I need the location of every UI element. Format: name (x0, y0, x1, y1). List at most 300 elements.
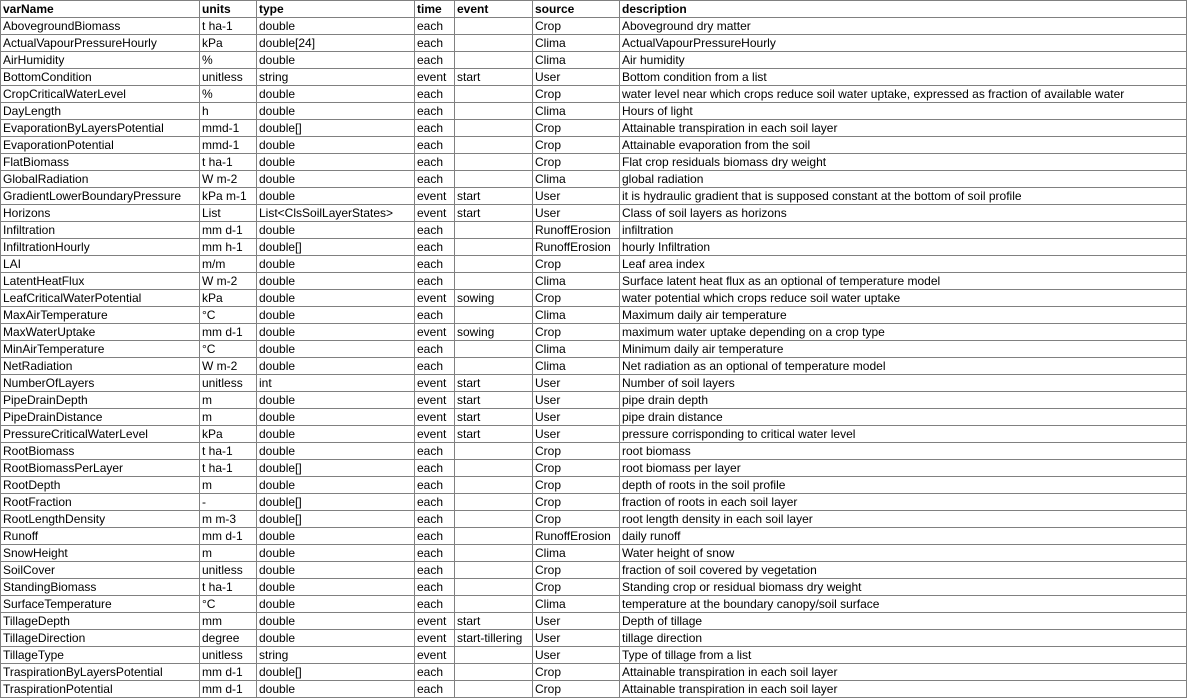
cell-varname: BottomCondition (1, 69, 200, 86)
cell-varname: RootFraction (1, 494, 200, 511)
cell-varname: MaxAirTemperature (1, 307, 200, 324)
cell-time: each (415, 103, 455, 120)
cell-type: double[] (257, 511, 415, 528)
cell-units: mmd-1 (200, 120, 257, 137)
cell-varname: MinAirTemperature (1, 341, 200, 358)
cell-varname: LAI (1, 256, 200, 273)
cell-event (455, 103, 533, 120)
cell-type: double (257, 562, 415, 579)
cell-varname: Runoff (1, 528, 200, 545)
cell-description: Aboveground dry matter (620, 18, 1187, 35)
cell-event: sowing (455, 290, 533, 307)
cell-event: start (455, 392, 533, 409)
cell-time: each (415, 171, 455, 188)
cell-type: double (257, 137, 415, 154)
table-row (1, 171, 1187, 188)
cell-type: double (257, 86, 415, 103)
cell-type: double (257, 392, 415, 409)
cell-time: each (415, 222, 455, 239)
cell-varname: GlobalRadiation (1, 171, 200, 188)
cell-event (455, 562, 533, 579)
cell-time: each (415, 154, 455, 171)
cell-varname: EvaporationByLayersPotential (1, 120, 200, 137)
cell-type: int (257, 375, 415, 392)
cell-source: Crop (533, 137, 620, 154)
cell-type: double (257, 477, 415, 494)
table-row (1, 52, 1187, 69)
cell-source: Crop (533, 154, 620, 171)
cell-varname: DayLength (1, 103, 200, 120)
cell-units: t ha-1 (200, 460, 257, 477)
cell-event (455, 120, 533, 137)
cell-units: mm d-1 (200, 528, 257, 545)
cell-varname: TraspirationPotential (1, 681, 200, 698)
cell-description: tillage direction (620, 630, 1187, 647)
table-row (1, 86, 1187, 103)
cell-type: double (257, 528, 415, 545)
table-row (1, 511, 1187, 528)
cell-event: start (455, 205, 533, 222)
cell-units: W m-2 (200, 273, 257, 290)
table-row (1, 256, 1187, 273)
table-row (1, 120, 1187, 137)
table-row (1, 358, 1187, 375)
cell-event: sowing (455, 324, 533, 341)
cell-event (455, 256, 533, 273)
table-row (1, 392, 1187, 409)
table-row (1, 103, 1187, 120)
cell-type: double (257, 443, 415, 460)
cell-type: double (257, 545, 415, 562)
cell-type: double (257, 596, 415, 613)
cell-description: Class of soil layers as horizons (620, 205, 1187, 222)
cell-source: Crop (533, 324, 620, 341)
cell-time: each (415, 511, 455, 528)
cell-description: maximum water uptake depending on a crop type (620, 324, 1187, 341)
cell-units: °C (200, 341, 257, 358)
cell-source: Crop (533, 256, 620, 273)
cell-time: event (415, 647, 455, 664)
cell-varname: SurfaceTemperature (1, 596, 200, 613)
cell-type: double (257, 426, 415, 443)
table-row (1, 647, 1187, 664)
cell-units: - (200, 494, 257, 511)
table-row (1, 545, 1187, 562)
cell-source: User (533, 392, 620, 409)
header-varname: varName (1, 1, 200, 18)
cell-source: User (533, 409, 620, 426)
cell-type: double (257, 52, 415, 69)
cell-time: event (415, 392, 455, 409)
cell-type: double (257, 307, 415, 324)
cell-event (455, 579, 533, 596)
cell-type: double[] (257, 120, 415, 137)
cell-units: m (200, 477, 257, 494)
cell-time: event (415, 205, 455, 222)
cell-description: ActualVapourPressureHourly (620, 35, 1187, 52)
cell-source: Clima (533, 341, 620, 358)
cell-time: event (415, 630, 455, 647)
table-row (1, 239, 1187, 256)
table-row (1, 681, 1187, 698)
cell-units: mm d-1 (200, 324, 257, 341)
cell-units: W m-2 (200, 358, 257, 375)
cell-source: Clima (533, 52, 620, 69)
cell-units: mm h-1 (200, 239, 257, 256)
cell-description: Leaf area index (620, 256, 1187, 273)
cell-description: pipe drain distance (620, 409, 1187, 426)
cell-varname: SnowHeight (1, 545, 200, 562)
cell-varname: PipeDrainDepth (1, 392, 200, 409)
cell-time: each (415, 664, 455, 681)
cell-varname: Infiltration (1, 222, 200, 239)
cell-event (455, 307, 533, 324)
cell-time: each (415, 358, 455, 375)
cell-event: start (455, 613, 533, 630)
cell-time: each (415, 86, 455, 103)
table-row (1, 630, 1187, 647)
cell-description: Attainable transpiration in each soil layer (620, 120, 1187, 137)
cell-description: hourly Infiltration (620, 239, 1187, 256)
cell-time: each (415, 52, 455, 69)
cell-description: Attainable transpiration in each soil layer (620, 664, 1187, 681)
cell-time: each (415, 137, 455, 154)
cell-time: event (415, 375, 455, 392)
cell-varname: RootBiomassPerLayer (1, 460, 200, 477)
cell-varname: AbovegroundBiomass (1, 18, 200, 35)
cell-source: Clima (533, 307, 620, 324)
cell-event (455, 477, 533, 494)
cell-event (455, 341, 533, 358)
table-row (1, 35, 1187, 52)
table-row (1, 69, 1187, 86)
cell-varname: NumberOfLayers (1, 375, 200, 392)
table-row (1, 273, 1187, 290)
cell-units: unitless (200, 69, 257, 86)
cell-units: unitless (200, 647, 257, 664)
header-units: units (200, 1, 257, 18)
table-row (1, 409, 1187, 426)
cell-event (455, 18, 533, 35)
cell-event (455, 596, 533, 613)
cell-type: double (257, 273, 415, 290)
table-row (1, 341, 1187, 358)
cell-type: double[] (257, 494, 415, 511)
cell-source: Crop (533, 562, 620, 579)
cell-type: double[] (257, 664, 415, 681)
cell-event: start (455, 375, 533, 392)
cell-event (455, 239, 533, 256)
cell-description: Number of soil layers (620, 375, 1187, 392)
cell-source: User (533, 630, 620, 647)
cell-description: Standing crop or residual biomass dry weight (620, 579, 1187, 596)
cell-event (455, 137, 533, 154)
cell-time: each (415, 562, 455, 579)
cell-time: each (415, 477, 455, 494)
cell-varname: TillageDirection (1, 630, 200, 647)
cell-varname: CropCriticalWaterLevel (1, 86, 200, 103)
table-body (1, 18, 1187, 698)
cell-description: Water height of snow (620, 545, 1187, 562)
cell-source: User (533, 205, 620, 222)
cell-varname: TillageDepth (1, 613, 200, 630)
cell-time: each (415, 307, 455, 324)
cell-event (455, 154, 533, 171)
cell-time: each (415, 494, 455, 511)
cell-source: Crop (533, 443, 620, 460)
cell-event (455, 273, 533, 290)
cell-event: start (455, 409, 533, 426)
cell-units: m (200, 545, 257, 562)
cell-units: m (200, 392, 257, 409)
cell-type: double (257, 358, 415, 375)
cell-event (455, 86, 533, 103)
cell-units: % (200, 86, 257, 103)
cell-description: water potential which crops reduce soil water uptake (620, 290, 1187, 307)
cell-description: pressure corrisponding to critical water level (620, 426, 1187, 443)
cell-time: each (415, 18, 455, 35)
cell-varname: NetRadiation (1, 358, 200, 375)
table-row (1, 528, 1187, 545)
cell-units: m m-3 (200, 511, 257, 528)
cell-units: t ha-1 (200, 18, 257, 35)
cell-type: double (257, 681, 415, 698)
cell-event (455, 35, 533, 52)
cell-type: List<ClsSoilLayerStates> (257, 205, 415, 222)
cell-type: double (257, 409, 415, 426)
cell-event (455, 664, 533, 681)
cell-description: daily runoff (620, 528, 1187, 545)
cell-units: mmd-1 (200, 137, 257, 154)
table-row (1, 613, 1187, 630)
cell-varname: RootDepth (1, 477, 200, 494)
table-row (1, 443, 1187, 460)
cell-time: each (415, 579, 455, 596)
cell-varname: SoilCover (1, 562, 200, 579)
cell-description: root length density in each soil layer (620, 511, 1187, 528)
header-time: time (415, 1, 455, 18)
cell-varname: FlatBiomass (1, 154, 200, 171)
cell-event (455, 647, 533, 664)
cell-time: event (415, 613, 455, 630)
cell-units: °C (200, 596, 257, 613)
cell-units: kPa (200, 290, 257, 307)
cell-type: double (257, 341, 415, 358)
cell-event (455, 528, 533, 545)
cell-source: Clima (533, 171, 620, 188)
cell-source: Crop (533, 494, 620, 511)
cell-type: double (257, 256, 415, 273)
cell-description: depth of roots in the soil profile (620, 477, 1187, 494)
cell-source: Clima (533, 545, 620, 562)
cell-time: event (415, 409, 455, 426)
table-row (1, 460, 1187, 477)
cell-event: start (455, 188, 533, 205)
cell-units: mm d-1 (200, 222, 257, 239)
cell-event (455, 511, 533, 528)
cell-varname: TraspirationByLayersPotential (1, 664, 200, 681)
header-type: type (257, 1, 415, 18)
cell-varname: AirHumidity (1, 52, 200, 69)
cell-source: User (533, 426, 620, 443)
cell-time: event (415, 290, 455, 307)
cell-description: water level near which crops reduce soil water uptake, expressed as fraction of available water (620, 86, 1187, 103)
cell-units: mm d-1 (200, 681, 257, 698)
cell-source: Crop (533, 511, 620, 528)
cell-type: double (257, 579, 415, 596)
table-row (1, 477, 1187, 494)
cell-event (455, 358, 533, 375)
table-row (1, 222, 1187, 239)
cell-description: Flat crop residuals biomass dry weight (620, 154, 1187, 171)
cell-type: double (257, 613, 415, 630)
cell-units: h (200, 103, 257, 120)
cell-units: degree (200, 630, 257, 647)
cell-varname: TillageType (1, 647, 200, 664)
cell-source: Clima (533, 358, 620, 375)
cell-units: t ha-1 (200, 443, 257, 460)
cell-event (455, 52, 533, 69)
cell-event: start-tillering (455, 630, 533, 647)
cell-time: each (415, 341, 455, 358)
cell-varname: GradientLowerBoundaryPressure (1, 188, 200, 205)
cell-event (455, 443, 533, 460)
cell-time: each (415, 239, 455, 256)
header-event: event (455, 1, 533, 18)
cell-varname: PipeDrainDistance (1, 409, 200, 426)
cell-source: User (533, 613, 620, 630)
table-row (1, 579, 1187, 596)
cell-varname: RootBiomass (1, 443, 200, 460)
cell-varname: Horizons (1, 205, 200, 222)
cell-type: double (257, 630, 415, 647)
cell-type: double (257, 324, 415, 341)
cell-description: it is hydraulic gradient that is supposed constant at the bottom of soil profile (620, 188, 1187, 205)
cell-source: Crop (533, 460, 620, 477)
cell-source: Crop (533, 681, 620, 698)
cell-time: each (415, 120, 455, 137)
cell-description: Attainable evaporation from the soil (620, 137, 1187, 154)
cell-source: Crop (533, 290, 620, 307)
table-row (1, 290, 1187, 307)
cell-description: Net radiation as an optional of temperature model (620, 358, 1187, 375)
cell-units: m/m (200, 256, 257, 273)
cell-type: double (257, 290, 415, 307)
cell-source: Crop (533, 86, 620, 103)
cell-type: double (257, 222, 415, 239)
cell-source: Clima (533, 273, 620, 290)
cell-units: kPa (200, 35, 257, 52)
header-source: source (533, 1, 620, 18)
cell-varname: ActualVapourPressureHourly (1, 35, 200, 52)
table-row (1, 426, 1187, 443)
table-row (1, 307, 1187, 324)
cell-varname: InfiltrationHourly (1, 239, 200, 256)
cell-source: User (533, 188, 620, 205)
cell-varname: PressureCriticalWaterLevel (1, 426, 200, 443)
cell-varname: StandingBiomass (1, 579, 200, 596)
cell-source: User (533, 375, 620, 392)
cell-description: Air humidity (620, 52, 1187, 69)
cell-description: Type of tillage from a list (620, 647, 1187, 664)
cell-units: % (200, 52, 257, 69)
cell-time: event (415, 324, 455, 341)
cell-source: Crop (533, 18, 620, 35)
cell-type: string (257, 647, 415, 664)
table-row (1, 375, 1187, 392)
cell-description: Bottom condition from a list (620, 69, 1187, 86)
cell-source: Crop (533, 477, 620, 494)
cell-source: User (533, 647, 620, 664)
cell-units: List (200, 205, 257, 222)
cell-event: start (455, 426, 533, 443)
cell-units: m (200, 409, 257, 426)
cell-units: unitless (200, 375, 257, 392)
cell-event (455, 545, 533, 562)
cell-type: double (257, 188, 415, 205)
cell-units: t ha-1 (200, 579, 257, 596)
cell-source: RunoffErosion (533, 222, 620, 239)
cell-units: kPa m-1 (200, 188, 257, 205)
cell-time: event (415, 188, 455, 205)
cell-description: Hours of light (620, 103, 1187, 120)
cell-source: Crop (533, 664, 620, 681)
cell-type: double (257, 18, 415, 35)
cell-units: °C (200, 307, 257, 324)
cell-source: Crop (533, 579, 620, 596)
cell-event (455, 681, 533, 698)
table-row (1, 137, 1187, 154)
cell-units: W m-2 (200, 171, 257, 188)
cell-description: fraction of soil covered by vegetation (620, 562, 1187, 579)
cell-varname: EvaporationPotential (1, 137, 200, 154)
cell-event (455, 460, 533, 477)
header-description: description (620, 1, 1187, 18)
cell-units: kPa (200, 426, 257, 443)
cell-description: global radiation (620, 171, 1187, 188)
table-row (1, 18, 1187, 35)
table-row (1, 188, 1187, 205)
cell-description: Maximum daily air temperature (620, 307, 1187, 324)
cell-description: Surface latent heat flux as an optional of temperature model (620, 273, 1187, 290)
cell-description: root biomass per layer (620, 460, 1187, 477)
cell-units: t ha-1 (200, 154, 257, 171)
table-row (1, 596, 1187, 613)
cell-source: Clima (533, 596, 620, 613)
cell-units: mm d-1 (200, 664, 257, 681)
cell-time: event (415, 69, 455, 86)
cell-type: double (257, 103, 415, 120)
table-row (1, 562, 1187, 579)
cell-time: each (415, 545, 455, 562)
table-row (1, 324, 1187, 341)
cell-event: start (455, 69, 533, 86)
cell-varname: LeafCriticalWaterPotential (1, 290, 200, 307)
cell-type: double[24] (257, 35, 415, 52)
header-row (1, 1, 1187, 18)
cell-varname: MaxWaterUptake (1, 324, 200, 341)
cell-source: Clima (533, 35, 620, 52)
cell-source: RunoffErosion (533, 239, 620, 256)
cell-type: double (257, 154, 415, 171)
cell-source: User (533, 69, 620, 86)
cell-source: RunoffErosion (533, 528, 620, 545)
cell-time: each (415, 596, 455, 613)
cell-event (455, 222, 533, 239)
cell-time: each (415, 528, 455, 545)
table-row (1, 205, 1187, 222)
cell-source: Clima (533, 103, 620, 120)
